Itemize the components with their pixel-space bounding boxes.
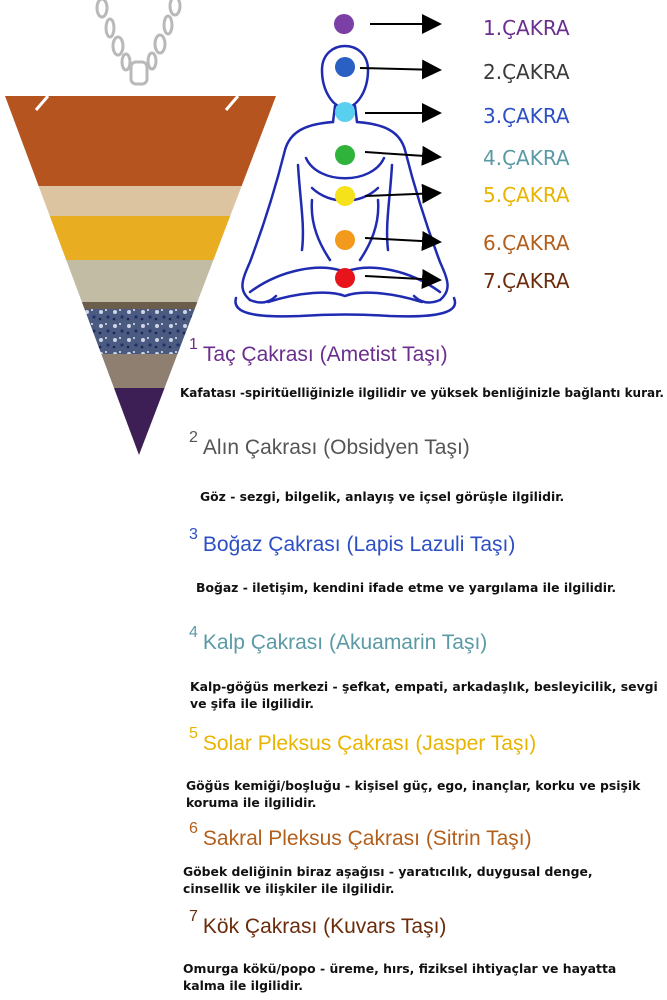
section-heading-6: $^6$ Sakral Pleksus Çakrası (Sitrin Taşı) <box>189 820 532 850</box>
section-desc-5: Göğüs kemiği/boşluğu - kişisel güç, ego, inançlar, korku ve psişik koruma ile ilgilidir. <box>186 778 641 810</box>
chakra-label-5: 5.ÇAKRA <box>483 183 570 207</box>
chain <box>97 0 180 84</box>
section-heading-2: $^2$ Alın Çakrası (Obsidyen Taşı) <box>189 429 470 459</box>
chakra-label-4: 4.ÇAKRA <box>483 146 570 170</box>
chakra-label-3: 3.ÇAKRA <box>483 104 570 128</box>
section-desc-7: Omurga kökü/popo - üreme, hırs, fiziksel ihtiyaçlar ve hayatta kalma ile ilgilidir. <box>183 961 617 993</box>
section-heading-7: $^7$ Kök Çakrası (Kuvars Taşı) <box>189 908 447 938</box>
chakra-label-2: 2.ÇAKRA <box>483 60 570 84</box>
chakra-label-1: 1.ÇAKRA <box>483 16 570 40</box>
section-heading-1: $^1$ Taç Çakrası (Ametist Taşı) <box>189 336 448 366</box>
section-desc-2: Göz - sezgi, bilgelik, anlayış ve içsel görüşle ilgilidir. <box>200 489 565 504</box>
section-desc-4: Kalp-göğüs merkezi - şefkat, empati, arkadaşlık, besleyicilik, sevgi ve şifa ile ilgilidir. <box>190 679 658 711</box>
pointer-arrows <box>340 0 490 300</box>
section-heading-4: $^4$ Kalp Çakrası (Akuamarin Taşı) <box>189 624 488 654</box>
chakra-label-6: 6.ÇAKRA <box>483 231 570 255</box>
section-heading-3: $^3$ Boğaz Çakrası (Lapis Lazuli Taşı) <box>189 526 516 556</box>
chakra-label-7: 7.ÇAKRA <box>483 269 570 293</box>
section-desc-6: Göbek deliğinin biraz aşağısı - yaratıcılık, duygusal denge, cinsellik ve ilişkiler ile ilgilidir. <box>183 864 593 896</box>
section-desc-1: Kafatası -spiritüelliğinizle ilgilidir ve yüksek benliğinizle bağlantı kurar. <box>180 386 664 400</box>
section-desc-3: Boğaz - iletişim, kendini ifade etme ve yargılama ile ilgilidir. <box>196 580 617 595</box>
section-heading-5: $^5$ Solar Pleksus Çakrası (Jasper Taşı) <box>189 725 537 755</box>
